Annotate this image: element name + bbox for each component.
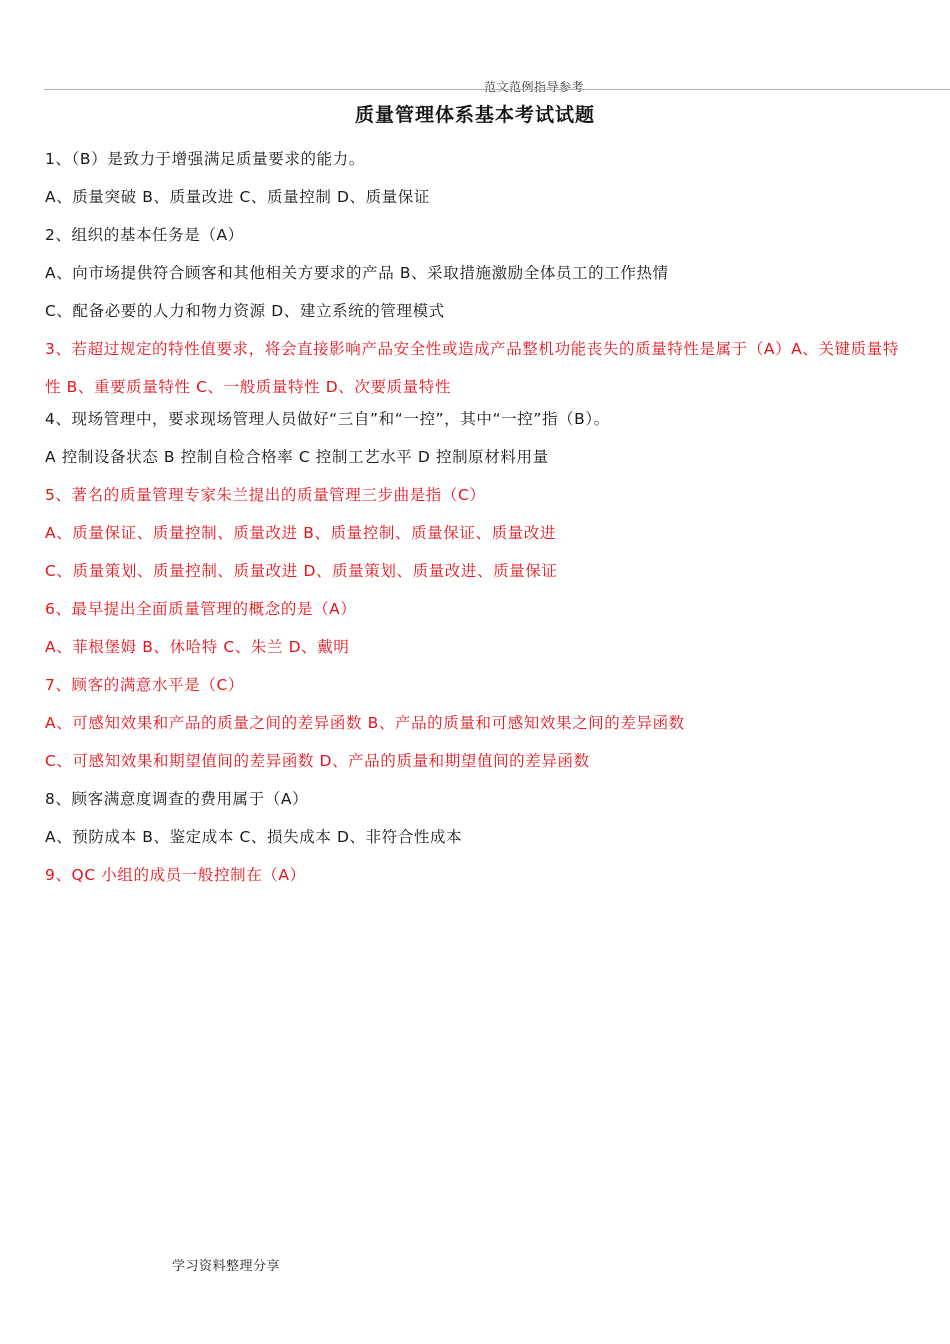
question-4: 4、现场管理中，要求现场管理人员做好“三自”和“一控”，其中“一控”指（B）。 (45, 410, 610, 428)
question-7-options-cd: C、可感知效果和期望值间的差异函数 D、产品的质量和期望值间的差异函数 (45, 752, 590, 770)
question-7-options-ab: A、可感知效果和产品的质量之间的差异函数 B、产品的质量和可感知效果之间的差异函数 (45, 714, 685, 732)
page-footer-text: 学习资料整理分享 (172, 1259, 281, 1274)
question-4-options: A 控制设备状态 B 控制自检合格率 C 控制工艺水平 D 控制原材料用量 (45, 448, 549, 466)
question-2-options-cd: C、配备必要的人力和物力资源 D、建立系统的管理模式 (45, 302, 445, 320)
question-6-options: A、菲根堡姆 B、休哈特 C、朱兰 D、戴明 (45, 638, 350, 656)
document-title: 质量管理体系基本考试试题 (354, 104, 595, 126)
question-3-with-options: 3、若超过规定的特性值要求，将会直接影响产品安全性或造成产品整机功能丧失的质量特性是属于（A）A、关键质量特性 B、重要质量特性 C、一般质量特性 D、次要质量特性 (45, 340, 899, 396)
question-9: 9、QC 小组的成员一般控制在（A） (45, 866, 306, 884)
question-2: 2、组织的基本任务是（A） (45, 226, 244, 244)
question-8-options: A、预防成本 B、鉴定成本 C、损失成本 D、非符合性成本 (45, 828, 463, 846)
question-8: 8、顾客满意度调查的费用属于（A） (45, 790, 309, 808)
question-1-options: A、质量突破 B、质量改进 C、质量控制 D、质量保证 (45, 188, 430, 206)
question-6: 6、最早提出全面质量管理的概念的是（A） (45, 600, 357, 618)
question-1: 1、（B）是致力于增强满足质量要求的能力。 (45, 150, 365, 168)
question-5-options-cd: C、质量策划、质量控制、质量改进 D、质量策划、质量改进、质量保证 (45, 562, 558, 580)
question-5: 5、著名的质量管理专家朱兰提出的质量管理三步曲是指（C） (45, 486, 486, 504)
question-2-options-ab: A、向市场提供符合顾客和其他相关方要求的产品 B、采取措施激励全体员工的工作热情 (45, 264, 669, 282)
question-list (45, 146, 915, 900)
question-5-options-ab: A、质量保证、质量控制、质量改进 B、质量控制、质量保证、质量改进 (45, 524, 556, 542)
header-rule (44, 89, 950, 90)
page-header-text: 范文范例指导参考 (484, 80, 585, 94)
question-7: 7、顾客的满意水平是（C） (45, 676, 244, 694)
